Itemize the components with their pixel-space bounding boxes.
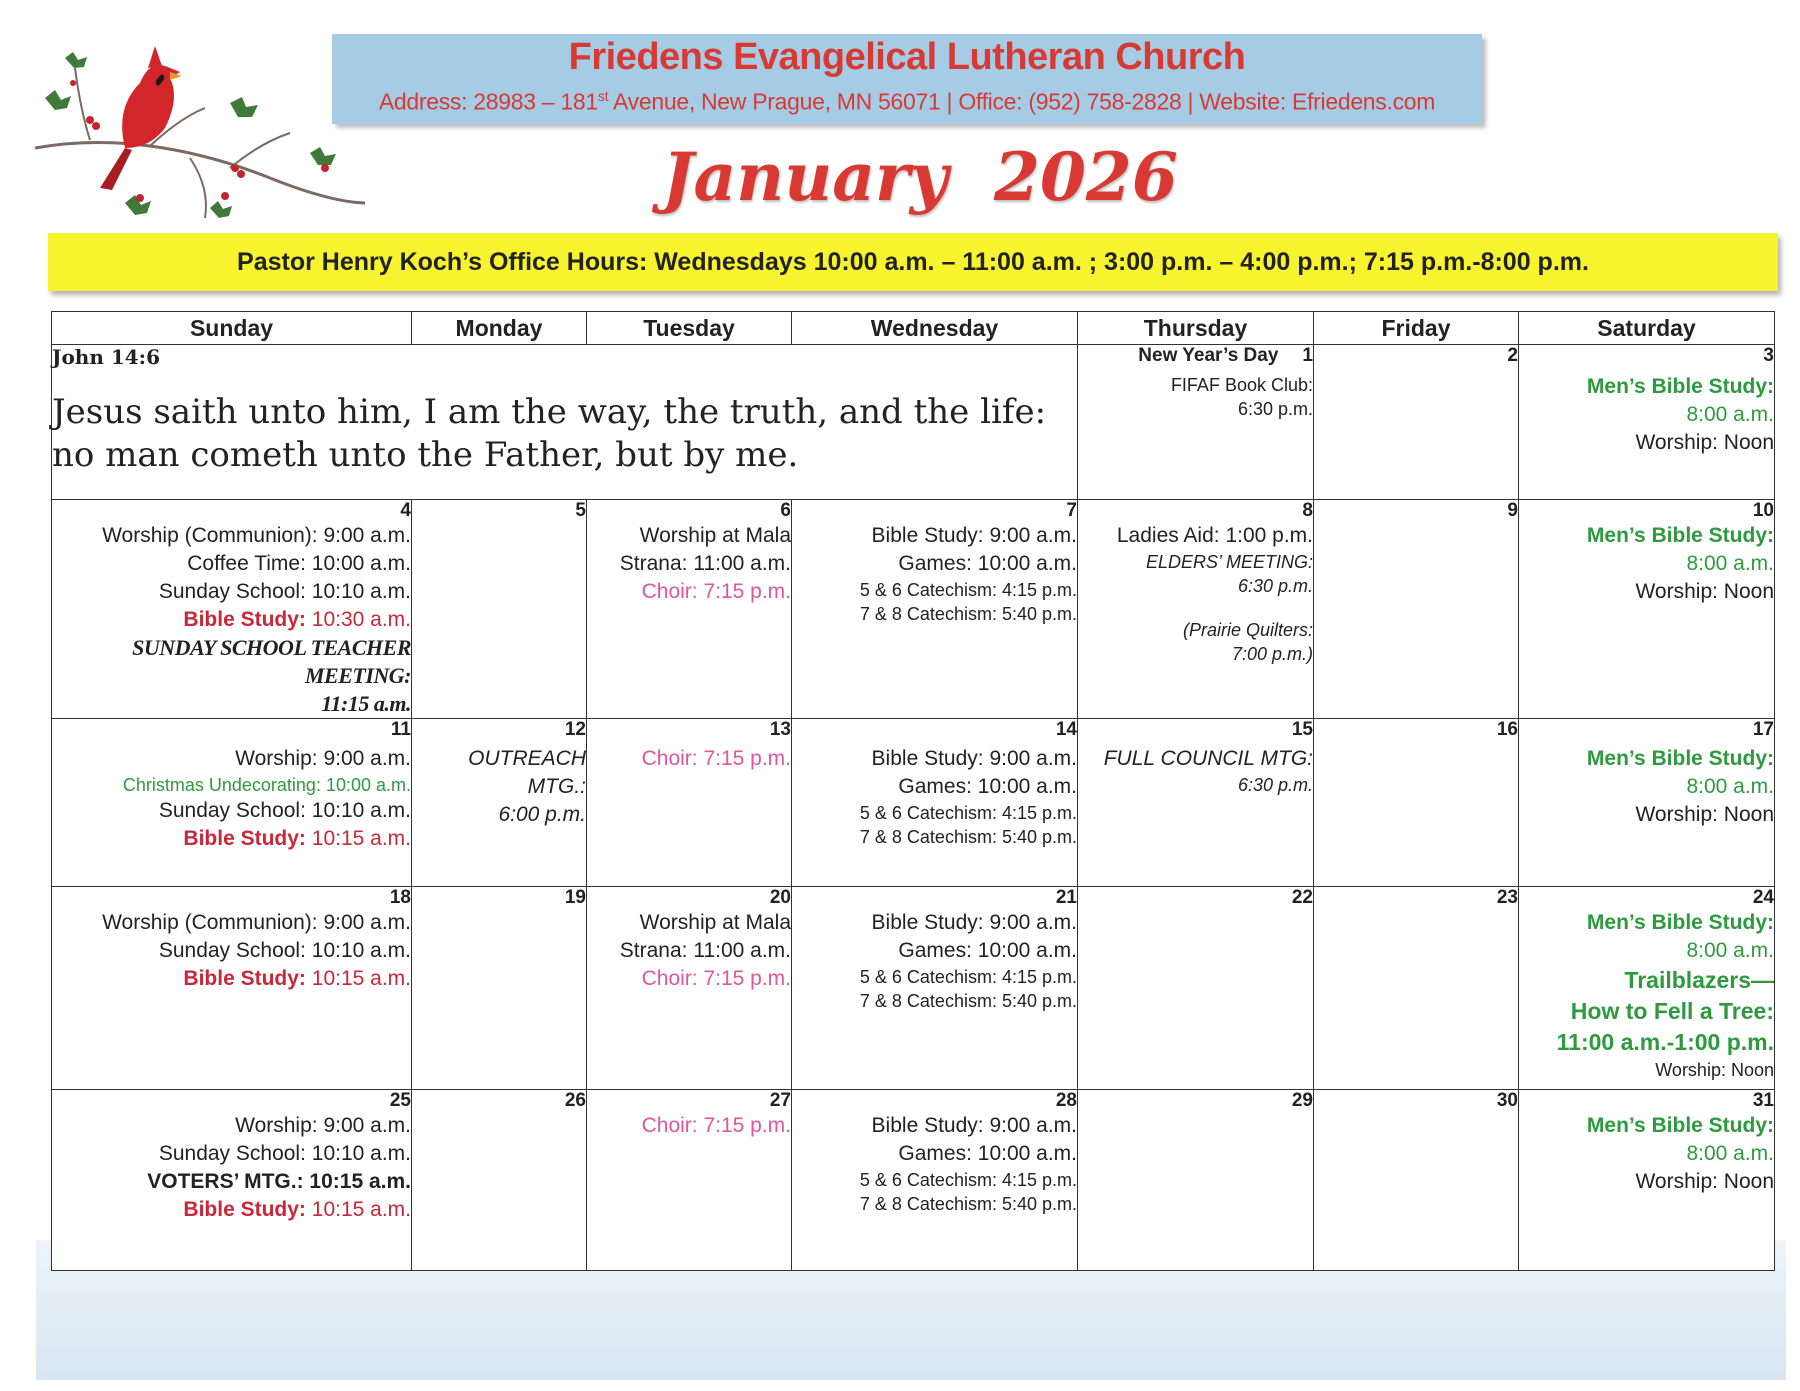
day-number: 25 — [389, 1090, 411, 1111]
event-line: 7 & 8 Catechism: 5:40 p.m. — [859, 991, 1077, 1011]
day-number: 19 — [564, 887, 586, 908]
bible-study-event: Bible Study: 10:30 a.m. — [183, 608, 411, 631]
event-line: Worship (Communion): 9:00 a.m. — [102, 911, 411, 934]
holiday-name: New Year’s Day — [1138, 345, 1279, 366]
day-cell-18[interactable] — [52, 887, 412, 1090]
event-line: 6:00 p.m. — [498, 803, 586, 826]
day-number: 23 — [1496, 887, 1518, 908]
event-line: Bible Study: 9:00 a.m. — [871, 1114, 1077, 1137]
day-cell-29[interactable] — [1078, 1090, 1314, 1271]
day-number: 21 — [1055, 887, 1077, 908]
day-number: 29 — [1291, 1090, 1313, 1111]
day-number: 30 — [1496, 1090, 1518, 1111]
day-cell-14[interactable] — [792, 719, 1078, 887]
day-number: 14 — [1055, 719, 1077, 740]
weekday-saturday: Saturday — [1519, 312, 1775, 345]
event-line: Games: 10:00 a.m. — [898, 939, 1077, 962]
church-address: Address: 28983 – 181st Avenue, New Prague, MN 56071 | Office: (952) 758-2828 | Website: Efriedens.com — [378, 88, 1436, 115]
day-number: 22 — [1291, 887, 1313, 908]
week-row-1 — [52, 345, 1775, 500]
event-line: 7 & 8 Catechism: 5:40 p.m. — [859, 1194, 1077, 1214]
event-line: 6:30 p.m. — [1237, 399, 1313, 419]
church-header-banner — [332, 34, 1482, 124]
day-cell-27[interactable] — [587, 1090, 792, 1271]
church-name: Friedens Evangelical Lutheran Church — [568, 36, 1246, 78]
day-cell-12[interactable] — [412, 719, 587, 887]
office-hours-bar: Pastor Henry Koch’s Office Hours: Wednesdays 10:00 a.m. – 11:00 a.m. ; 3:00 p.m. – 4:00 p.m.; 7:15 p.m.-8:00 p.m. — [48, 233, 1778, 291]
trailblazers-event: How to Fell a Tree: — [1570, 998, 1774, 1024]
day-cell-10[interactable] — [1519, 500, 1775, 719]
day-cell-3[interactable] — [1519, 345, 1775, 500]
event-line: Sunday School: 10:10 a.m. — [158, 939, 411, 962]
worship-event: Worship: Noon — [1655, 1060, 1774, 1080]
day-number: 4 — [400, 500, 411, 521]
day-number: 1 — [1302, 345, 1313, 366]
trailblazers-time: 11:00 a.m.-1:00 p.m. — [1556, 1029, 1774, 1055]
trailblazers-event: Trailblazers— — [1624, 967, 1774, 993]
event-line: Ladies Aid: 1:00 p.m. — [1116, 524, 1313, 547]
day-number: 6 — [780, 500, 791, 521]
worship-event: Worship: Noon — [1635, 431, 1774, 454]
teacher-meeting-event: SUNDAY SCHOOL TEACHER MEETING: — [132, 635, 411, 688]
event-line: Bible Study: 9:00 a.m. — [871, 747, 1077, 770]
day-cell-11[interactable] — [52, 719, 412, 887]
event-line: Worship at Mala — [639, 524, 791, 547]
christmas-undecorating-event: Christmas Undecorating: 10:00 a.m. — [122, 775, 411, 795]
event-line: MTG.: — [527, 775, 586, 798]
event-line: Worship at Mala — [639, 911, 791, 934]
day-cell-6[interactable] — [587, 500, 792, 719]
mens-bible-study-time: 8:00 a.m. — [1686, 403, 1774, 426]
event-line: Sunday School: 10:10 a.m. — [158, 799, 411, 822]
worship-event: Worship: Noon — [1635, 803, 1774, 826]
voters-meeting-event: VOTERS’ MTG.: 10:15 a.m. — [147, 1170, 411, 1193]
event-line: Strana: 11:00 a.m. — [619, 939, 791, 962]
event-line: 6:30 p.m. — [1237, 576, 1313, 596]
weekday-header-row — [52, 312, 1775, 345]
day-number: 5 — [575, 500, 586, 521]
bible-study-event: Bible Study: 10:15 a.m. — [183, 967, 411, 990]
mens-bible-study-label: Men’s Bible Study: — [1586, 911, 1774, 934]
bible-study-event: Bible Study: 10:15 a.m. — [183, 827, 411, 850]
event-line: 5 & 6 Catechism: 4:15 p.m. — [859, 803, 1077, 823]
day-cell-2[interactable] — [1314, 345, 1519, 500]
event-line: 6:30 p.m. — [1237, 775, 1313, 795]
choir-event: Choir: 7:15 p.m. — [641, 1114, 791, 1137]
event-line: ELDERS’ MEETING: — [1145, 552, 1313, 572]
choir-event: Choir: 7:15 p.m. — [641, 967, 791, 990]
day-cell-19[interactable] — [412, 887, 587, 1090]
event-line: 7 & 8 Catechism: 5:40 p.m. — [859, 827, 1077, 847]
day-number: 10 — [1752, 500, 1774, 521]
event-line: Bible Study: 9:00 a.m. — [871, 911, 1077, 934]
day-number: 20 — [769, 887, 791, 908]
day-cell-16[interactable] — [1314, 719, 1519, 887]
verse-reference: John 14:6 — [52, 345, 160, 369]
weekday-sunday: Sunday — [52, 312, 412, 345]
day-number: 28 — [1055, 1090, 1077, 1111]
week-row-3 — [52, 719, 1775, 887]
mens-bible-study-label: Men’s Bible Study: — [1586, 1114, 1774, 1137]
day-number: 18 — [389, 887, 411, 908]
day-cell-7[interactable] — [792, 500, 1078, 719]
cardinal-on-branch-image — [30, 28, 370, 228]
day-cell-26[interactable] — [412, 1090, 587, 1271]
day-cell-8[interactable] — [1078, 500, 1314, 719]
day-cell-22[interactable] — [1078, 887, 1314, 1090]
day-cell-17[interactable] — [1519, 719, 1775, 887]
event-line: FULL COUNCIL MTG: — [1103, 747, 1313, 770]
event-line: Worship: 9:00 a.m. — [235, 747, 411, 770]
day-cell-31[interactable] — [1519, 1090, 1775, 1271]
verse-cell — [52, 345, 1078, 500]
day-number: 2 — [1507, 345, 1518, 366]
event-line: Bible Study: 9:00 a.m. — [871, 524, 1077, 547]
day-cell-5[interactable] — [412, 500, 587, 719]
week-row-2 — [52, 500, 1775, 719]
worship-event: Worship: Noon — [1635, 1170, 1774, 1193]
event-line: 5 & 6 Catechism: 4:15 p.m. — [859, 967, 1077, 987]
event-line: Worship: 9:00 a.m. — [235, 1114, 411, 1137]
week-row-4 — [52, 887, 1775, 1090]
mens-bible-study-time: 8:00 a.m. — [1686, 552, 1774, 575]
day-number: 17 — [1752, 719, 1774, 740]
event-line: 5 & 6 Catechism: 4:15 p.m. — [859, 580, 1077, 600]
week-row-5 — [52, 1090, 1775, 1271]
day-number: 13 — [769, 719, 791, 740]
weekday-wednesday: Wednesday — [792, 312, 1078, 345]
event-line: Games: 10:00 a.m. — [898, 552, 1077, 575]
day-cell-28[interactable] — [792, 1090, 1078, 1271]
calendar-grid — [51, 311, 1775, 1271]
event-line: Strana: 11:00 a.m. — [619, 552, 791, 575]
event-line: FIFAF Book Club: — [1170, 375, 1313, 395]
day-number: 12 — [564, 719, 586, 740]
day-number: 11 — [390, 719, 411, 740]
day-cell-23[interactable] — [1314, 887, 1519, 1090]
month-title: January 2026 — [662, 138, 1178, 216]
day-number: 26 — [564, 1090, 586, 1111]
weekday-friday: Friday — [1314, 312, 1519, 345]
mens-bible-study-time: 8:00 a.m. — [1686, 1142, 1774, 1165]
day-cell-1[interactable] — [1078, 345, 1314, 500]
event-line: Sunday School: 10:10 a.m. — [158, 1142, 411, 1165]
day-number: 16 — [1496, 719, 1518, 740]
day-cell-15[interactable] — [1078, 719, 1314, 887]
day-cell-20[interactable] — [587, 887, 792, 1090]
weekday-monday: Monday — [412, 312, 587, 345]
verse-text: Jesus saith unto him, I am the way, the truth, and the life: no man cometh unto the Father, but by me. — [52, 392, 1047, 475]
worship-event: Worship: Noon — [1635, 580, 1774, 603]
mens-bible-study-time: 8:00 a.m. — [1686, 775, 1774, 798]
event-line: Worship (Communion): 9:00 a.m. — [102, 524, 411, 547]
mens-bible-study-label: Men’s Bible Study: — [1586, 747, 1774, 770]
event-line: 5 & 6 Catechism: 4:15 p.m. — [859, 1170, 1077, 1190]
day-number: 24 — [1752, 887, 1774, 908]
mens-bible-study-label: Men’s Bible Study: — [1586, 375, 1774, 398]
mens-bible-study-time: 8:00 a.m. — [1686, 939, 1774, 962]
day-number: 9 — [1507, 500, 1518, 521]
day-cell-9[interactable] — [1314, 500, 1519, 719]
event-line: Games: 10:00 a.m. — [898, 1142, 1077, 1165]
mens-bible-study-label: Men’s Bible Study: — [1586, 524, 1774, 547]
weekday-tuesday: Tuesday — [587, 312, 792, 345]
weekday-thursday: Thursday — [1078, 312, 1314, 345]
day-number: 8 — [1302, 500, 1313, 521]
day-cell-13[interactable] — [587, 719, 792, 887]
day-cell-21[interactable] — [792, 887, 1078, 1090]
day-number: 31 — [1752, 1090, 1774, 1111]
day-1-header — [1078, 345, 1313, 367]
day-cell-25[interactable] — [52, 1090, 412, 1271]
choir-event: Choir: 7:15 p.m. — [641, 580, 791, 603]
choir-event: Choir: 7:15 p.m. — [641, 747, 791, 770]
event-line: 7:00 p.m.) — [1231, 644, 1313, 664]
day-number: 27 — [769, 1090, 791, 1111]
event-line: Coffee Time: 10:00 a.m. — [187, 552, 411, 575]
event-line: 7 & 8 Catechism: 5:40 p.m. — [859, 604, 1077, 624]
day-cell-4[interactable] — [52, 500, 412, 719]
day-number: 15 — [1291, 719, 1313, 740]
event-line: Games: 10:00 a.m. — [898, 775, 1077, 798]
day-number: 3 — [1763, 345, 1774, 366]
teacher-meeting-time: 11:15 a.m. — [321, 691, 411, 716]
day-cell-30[interactable] — [1314, 1090, 1519, 1271]
day-cell-24[interactable] — [1519, 887, 1775, 1090]
day-number: 7 — [1066, 500, 1077, 521]
event-line: (Prairie Quilters: — [1182, 620, 1313, 640]
bible-study-event: Bible Study: 10:15 a.m. — [183, 1198, 411, 1221]
event-line: OUTREACH — [468, 747, 586, 770]
event-line: Sunday School: 10:10 a.m. — [158, 580, 411, 603]
